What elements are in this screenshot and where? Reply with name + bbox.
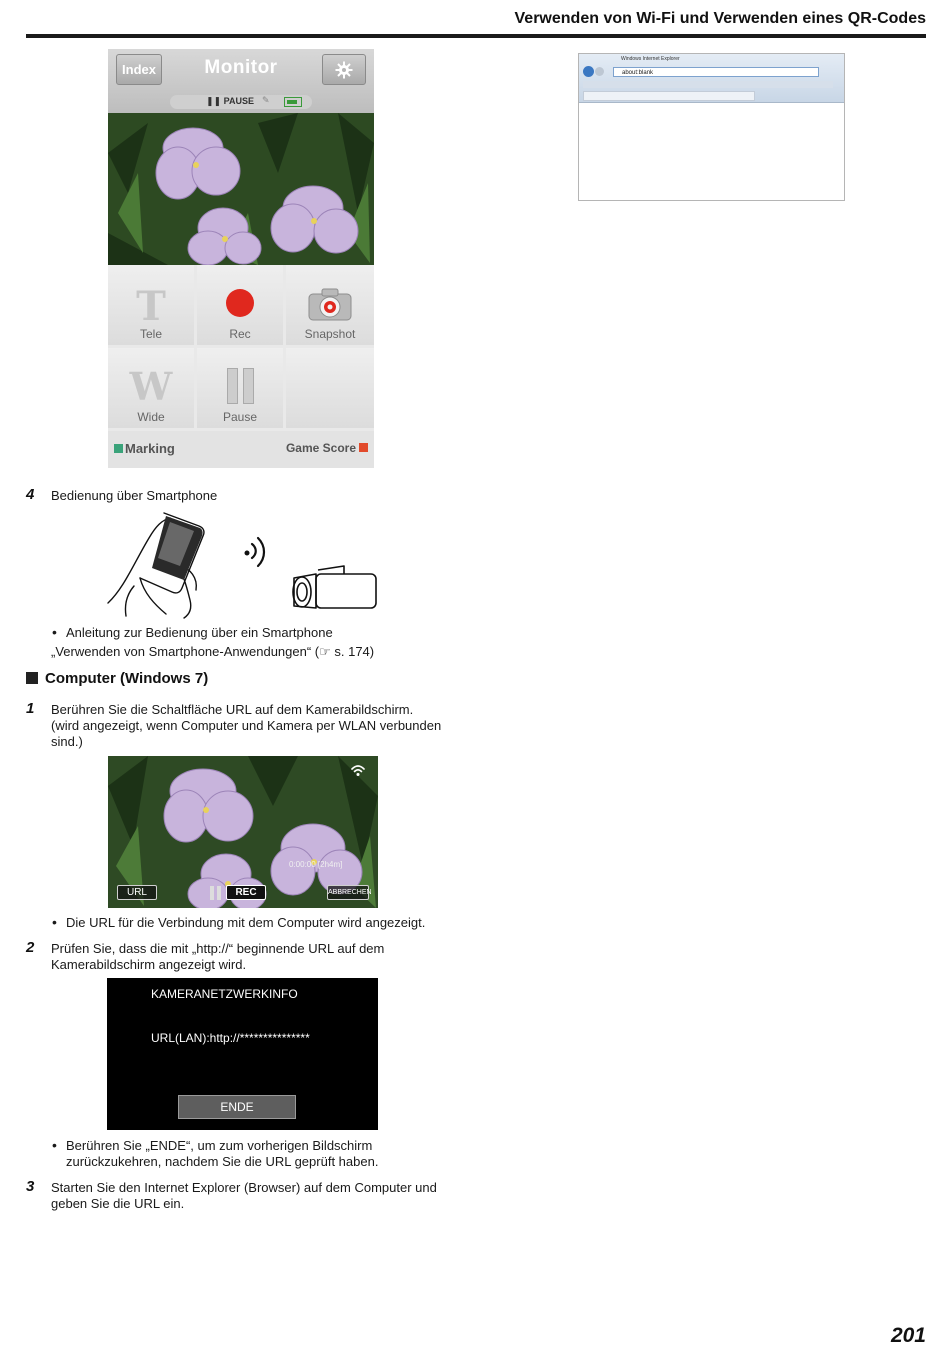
game-score-label: Game Score (285, 441, 356, 455)
cancel-button[interactable]: ABBRECHEN (327, 885, 369, 900)
pause-status-icon: ❚❚ (206, 96, 222, 106)
network-info-title: KAMERANETZWERKINFO (151, 987, 298, 1001)
tele-icon: T (136, 283, 166, 330)
page-number: 201 (890, 1324, 926, 1347)
settings-button[interactable] (322, 54, 366, 85)
section-title: Computer (Windows 7) (45, 670, 209, 687)
marking-square-icon (114, 444, 123, 453)
step-4-reference-link[interactable]: „Verwenden von Smartphone-Anwendungen“ (☞ s. 174) (51, 644, 375, 659)
index-button[interactable]: Index (116, 54, 162, 85)
end-button[interactable]: ENDE (178, 1095, 296, 1119)
snapshot-label: Snapshot (304, 327, 356, 341)
marking-label: Marking (125, 441, 175, 456)
favorites-row (583, 91, 755, 101)
wide-button[interactable] (108, 348, 194, 428)
pause-icon (225, 368, 255, 402)
step-3-number: 3 (26, 1178, 35, 1195)
snapshot-button[interactable] (286, 265, 374, 345)
network-info-screenshot (107, 978, 378, 1130)
app-bottom-bar (108, 431, 374, 468)
camera-screen-screenshot (108, 756, 378, 908)
step-3-line-1: Starten Sie den Internet Explorer (Browser) auf dem Computer und (51, 1180, 437, 1195)
network-info-url: URL(LAN):http://*************** (151, 1031, 310, 1045)
browser-screenshot (578, 53, 845, 201)
rec-label: Rec (229, 327, 251, 341)
pause-icon[interactable] (210, 886, 222, 900)
step-1-line-1: Berühren Sie die Schaltfläche URL auf dem Kamerabildschirm. (51, 702, 414, 717)
empty-cell (286, 348, 374, 428)
camera-icon (308, 287, 352, 321)
tele-label: Tele (139, 327, 162, 341)
step-4-title: Bedienung über Smartphone (51, 488, 218, 503)
section-heading (26, 670, 208, 687)
step-1-number: 1 (26, 700, 35, 717)
step-2-line-1: Prüfen Sie, dass die mit „http://“ beginnende URL auf dem (51, 941, 385, 956)
pause-status-label: PAUSE (223, 96, 254, 106)
pen-icon: ✎ (262, 95, 270, 105)
control-grid (108, 265, 374, 429)
menu-row (583, 81, 833, 88)
address-bar[interactable]: about:blank (613, 67, 819, 77)
step-1-line-2: (wird angezeigt, wenn Computer und Kamera per WLAN verbunden (51, 718, 442, 733)
phone-monitor-screenshot (108, 49, 374, 468)
url-button[interactable]: URL (117, 885, 157, 900)
recording-counter: 0:00:00 [2h4m] (289, 860, 343, 869)
section-square-icon (26, 672, 38, 684)
browser-window-title: Windows Internet Explorer (621, 56, 680, 62)
game-score-button[interactable] (286, 441, 368, 455)
live-view-image (108, 113, 374, 265)
back-icon[interactable] (583, 66, 594, 77)
step-3-line-2: geben Sie die URL ein. (51, 1196, 185, 1211)
marking-button[interactable] (114, 441, 175, 456)
pause-label: Pause (222, 410, 258, 424)
wide-label: Wide (137, 410, 165, 424)
rec-button[interactable]: REC (226, 885, 266, 900)
monitor-title: Monitor (204, 57, 278, 78)
step-2-number: 2 (26, 939, 35, 956)
page-header-title: Verwenden von Wi-Fi und Verwenden eines QR-Codes (514, 10, 926, 27)
game-score-square-icon (359, 443, 368, 452)
step-4-bullet: • Anleitung zur Bedienung über ein Smartphone (66, 625, 333, 641)
smartphone-camera-illustration (104, 508, 384, 620)
wide-icon: W (129, 364, 173, 409)
app-top-bar (108, 49, 374, 113)
rec-button[interactable] (197, 265, 283, 345)
wifi-icon (351, 765, 365, 777)
step-2-bullet-line-2: zurückzukehren, nachdem Sie die URL geprüft haben. (66, 1154, 379, 1169)
battery-icon (284, 97, 302, 107)
record-icon (226, 289, 254, 317)
gear-icon (335, 61, 353, 79)
step-4-number: 4 (26, 486, 35, 503)
page-header (26, 8, 926, 38)
status-bar (170, 95, 312, 109)
step-1-bullet: • Die URL für die Verbindung mit dem Computer wird angezeigt. (66, 915, 425, 931)
step-2-bullet-line-1: • Berühren Sie „ENDE“, um zum vorherigen Bildschirm (66, 1138, 372, 1154)
browser-chrome (579, 54, 844, 103)
tele-button[interactable] (108, 265, 194, 345)
pause-button[interactable] (197, 348, 283, 428)
step-2-line-2: Kamerabildschirm angezeigt wird. (51, 957, 247, 972)
forward-icon[interactable] (595, 67, 604, 76)
step-1-line-3: sind.) (51, 734, 83, 749)
